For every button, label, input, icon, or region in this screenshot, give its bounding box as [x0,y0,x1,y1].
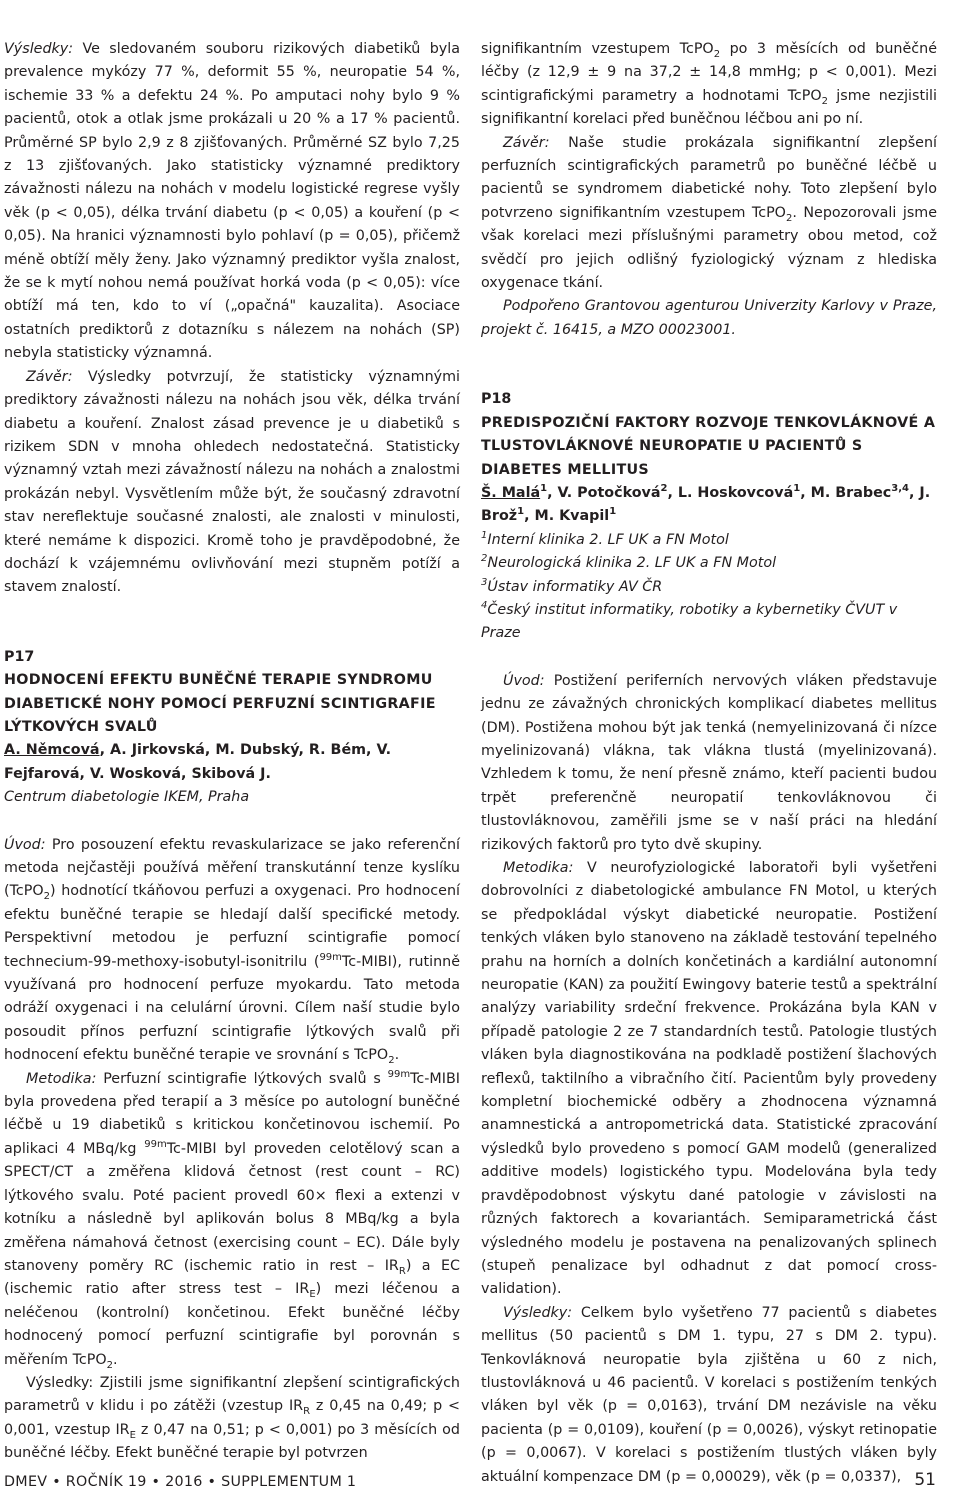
first-author: A. Němcová [4,742,100,759]
affiliation-4 [481,599,937,646]
journal-footer: DMEV • ROČNÍK 19 • 2016 • SUPPLEMENTUM 1 [4,1474,357,1490]
conclusion-paragraph-p17 [481,132,937,296]
superscript: 2 [481,553,488,565]
section-label: Výsledky: [26,1374,94,1391]
author-name: , M. Kvapil [524,508,610,525]
abstract-title-p18: PREDISPOZIČNÍ FAKTORY ROZVOJE TENKOVLÁKNOVÉ A TLUSTOVLÁKNOVÉ NEUROPATIE U PACIENTŮ S DIABETES MELLITUS [481,414,936,478]
superscript: 3,4 [891,483,909,495]
text-run: . [394,1047,400,1064]
text-run: Pro posouzení efektu revaskularizace se jako referenční metoda nejčastěji používá měření transkutánní tenze kyslíku (TcPO [4,836,460,900]
results-paragraph-p18 [481,1302,937,1489]
abstract-code-p17: P17 [4,648,35,665]
results-paragraph [4,38,460,366]
text-run: ) a EC (ischemic ratio after stress test – IR [4,1257,460,1298]
section-label: Úvod: [503,672,545,689]
text-run: Celkem bylo vyšetřeno 77 pacientů s diabetes mellitus (50 pacientů s DM 1. typu, 27 s DM 2. typu). Tenkovláknová neuropatie byla zjištěna u 60 z nich, tlustovláknová u 46 pacientů. V korelaci s postižením tenkých vláken byl věk (p = 0,0163), trvání DM nezávisle na věku pacienta (p = 0,0109), kouření (p = 0,0026), výskyt retinopatie (p = 0,0067). V korelaci s postižením tlustých vláken byly aktuální kompenzace DM (p = 0,00029), věk (p = 0,0337), [481,1304,937,1485]
text-run: Perfuzní scintigrafie lýtkových svalů s [96,1070,388,1087]
text-run: ) hodnotící tkáňovou perfuzi a oxygenaci. Pro hodnocení efektu buněčné terapie se hledají další specifické metody. Perspektivní metodou je perfuzní scintigrafie pomocí technecium-99-methoxy-isobutyl-isonitrilu ( [4,883,460,970]
paragraph-text: Výsledky potvrzují, že statisticky významnými prediktory závažnosti nálezu na nohách jsou věk, délka trvání diabetu a kouření. Znalost zásad prevence je u diabetiků s rizikem SDN v mnoha ohledech nedostatečná. Statisticky významný vztah mezi závažností nálezu na nohách a znalostmi prokázán nebyl. Vysvětlením může být, že současný zdravotní stav nereflektuje současné znalosti, ale znalosti v minulosti, které nemáme k dispozici. Kromě toho je pravděpodobné, že dochází k vzájemnému ovlivňování mezi stupněm potíží a stavem znalostí. [4,368,460,596]
section-label: Úvod: [4,836,46,853]
section-label: Výsledky: [503,1304,573,1321]
subscript: 2 [713,48,721,60]
author-name: , L. Hoskovcová [667,484,794,501]
text-run: z 0,45 na 0,49; p < 0,001, vzestup IR [4,1398,460,1438]
conclusion-paragraph [4,366,460,600]
subscript: R [303,1406,311,1418]
left-column [4,38,460,1466]
subscript: 2 [785,212,793,224]
paragraph-text: Ve sledovaném souboru rizikových diabetiků byla prevalence mykózy 77 %, deformit 55 %, neuropatie 54 %, ischemie 33 % a defektu 24 %. Po amputaci nohy bylo 9 % pacientů, otok a otlak jsme prokázali u 20 % a 17 % pacientů. Průměrné SP bylo 2,9 z 8 zjišťovaných. Průměrné SZ bylo 7,25 z 13 zjišťovaných. Jako statisticky významné prediktory závažnosti nálezu na nohách v modelu logistické regrese vyšly věk (p < 0,05), délka trvání diabetu (p < 0,05) a kouření (p < 0,05). Na hranici významnosti bylo pohlaví (p = 0,05), přičemž méně obtíží měly ženy. Jako významný prediktor vyšla znalost, že se k mytí nohou nemá používat horká voda (p < 0,05): více obtíží má ten, kdo to ví („opačná" kauzalita). Asociace ostatních prediktorů z dotazníku s nálezem na nohách (SP) nebyla statisticky významná. [4,41,460,362]
right-column [481,38,937,1489]
text-run: Postižení periferních nervových vláken představuje jednu ze závažných chronických komplikací diabetes mellitus (DM). Postižena mohou být jak tenká (nemyelinizovaná či nízce myelinizovaná) vlákna, tak vlákna tlustá (myelinizovaná). Vzhledem k tomu, že není přesně známo, kteří pacienti budou trpět preferenčně neuropatií tenkovláknovou či tlustovláknovou, zaměřili jsme se v naší práci na hledání rizikových faktorů pro tyto dvě skupiny. [481,672,937,853]
abstract-title-p17: HODNOCENÍ EFEKTU BUNĚČNÉ TERAPIE SYNDROMU DIABETICKÉ NOHY POMOCÍ PERFUZNÍ SCINTIGRAFIE LÝTKOVÝCH SVALŮ [4,672,436,735]
affiliation-text: Český institut informatiky, robotiky a kybernetiky ČVUT v Praze [481,601,898,642]
section-label: Závěr: [26,368,73,385]
author-name: , V. Potočková [547,484,661,501]
superscript: 4 [481,600,488,612]
results-paragraph-p17 [4,1372,460,1466]
affiliation-text: Interní klinika 2. LF UK a FN Motol [487,531,729,548]
subscript: R [398,1265,406,1277]
spacer [4,810,460,834]
methods-paragraph-p18 [481,857,937,1302]
intro-paragraph-p18 [481,670,937,857]
text-run: ) mezi léčenou a neléčenou (kontrolní) končetinou. Efekt buněčné léčby hodnocený pomocí perfuzní scintigrafie byl porovnán s měřením TcPO [4,1281,460,1368]
spacer [4,600,460,646]
subscript: 2 [821,95,829,107]
section-label: Metodika: [26,1070,97,1087]
affiliation-2 [481,552,937,575]
author-name: , M. Brabec [800,484,892,501]
page-number: 51 [914,1470,936,1490]
text-run: Naše studie prokázala signifikantní zlepšení perfuzních scintigrafických parametrů po buněčné léčbě u pacientů se syndromem diabetické nohy. Toto zlepšení bylo potvrzeno signifikantním vzestupem TcPO [481,134,937,221]
superscript: 1 [517,506,525,518]
subscript: E [309,1289,316,1301]
text-run: Tc-MIBI byla provedena před terapií a 3 měsíce po autologní buněčné léčbě u 19 diabetiků s kritickou končetinovou ischemií. Po aplikaci 4 MBq/kg [4,1070,460,1157]
author-name: , J. Brož [481,484,931,525]
affiliation-p17: Centrum diabetologie IKEM, Praha [4,789,250,806]
superscript: 3 [481,576,488,588]
grant-support: Podpořeno Grantovou agenturou Univerzity Karlovy v Praze, projekt č. 16415, a MZO 00023001. [481,298,937,338]
superscript: 99m [144,1139,167,1151]
text-run: Zjistili jsme signifikantní zlepšení scintigrafických parametrů v klidu i po zátěži (vzestup IR [4,1374,460,1415]
section-label: Výsledky: [4,41,74,57]
text-run: V neurofyziologické laboratoři byli vyšetřeni dobrovolníci z diabetologické ambulance FN Motol, u kterých se předpokládal výskyt diabetické neuropatie. Postižení tenkých vláken bylo stanoveno na základě testování tepelného prahu na horních a dolních končetinách a kardiální autonomní neuropatie (KAN) za použití Ewingovy baterie testů a spektrální analýzy variability srdeční frekvence. Prokázána byla KAN v případě patologie 2 ze 7 standardních testů. Patologie tlustých vláken byla diagnostikována na podkladě postižení šlachových reflexů, taktilního a vibračního čití. Pacientům byly provedeny kompletní biochemické odběry a zhodnocena významná anamnestická a antropometrická data. Statistické zpracování výsledků bylo provedeno s pomocí GAM modelů (generalized additive models) logistického typu. Modelována byla tedy pravděpodobnost výskytu dané patologie v závislosti na různých faktorech a kovariantách. Semiparametrická část výsledného modelu je postavena na penalizovaných splinech (stupeň penalizace byl odhadnut z dat pomocí cross-validation). [481,860,937,1298]
methods-paragraph-p17 [4,1068,460,1372]
spacer [481,646,937,670]
authors-p17 [4,739,460,786]
section-label: Metodika: [503,860,574,876]
superscript: 99m [319,951,342,963]
text-run: . [113,1351,118,1368]
other-authors: , A. Jirkovská, M. Dubský, R. Bém, V. Fejfarová, V. Wosková, Skibová J. [4,742,392,782]
first-author: Š. Malá [481,484,541,501]
text-run: Tc-MIBI), rutinně využívaná pro hodnocení perfuze myokardu. Tato metoda odráží oxygenaci i na celulární úrovni. Cílem naší studie bylo posoudit přínos perfuzní scintigrafie lýtkových svalů při hodnocení efektu buněčné terapie ve srovnání s TcPO [4,953,460,1064]
spacer [481,342,937,388]
section-label: Závěr: [503,134,550,151]
intro-paragraph-p17 [4,834,460,1068]
affiliation-text: Ústav informatiky AV ČR [487,578,663,595]
affiliation-text: Neurologická klinika 2. LF UK a FN Motol [487,555,777,572]
superscript: 1 [540,483,548,495]
text-run: signifikantním vzestupem TcPO [481,41,714,57]
superscript: 1 [609,506,617,518]
text-run: po 3 měsících od buněčné léčby (z 12,9 ± 9 na 37,2 ± 14,8 mmHg; p < 0,001). Mezi scintigrafickými parametry a hodnotami TcPO [481,41,937,104]
text-run: Tc-MIBI byl proveden celotělový scan a SPECT/CT a změřena klidová četnost (rest count – RC) lýtkového svalu. Poté pacient provedl 60× flexi a extenzi v kotníku a následně byl aplikován bolus 8 MBq/kg a byla změřena námahová četnost (exercising count – EC). Dále byly stanoveny poměry RC (ischemic ratio in rest – IR [4,1140,461,1274]
superscript: 1 [481,529,488,541]
text-run: . Nepozorovali jsme však korelaci mezi příslušnými parametry obou metod, což svědčí pro jejich odlišný fyziologický význam z hlediska oxygenace tkání. [481,204,937,292]
subscript: 2 [388,1055,395,1067]
text-run: jsme nezjistili signifikantní korelaci před buněčnou léčbou ani po ní. [481,87,937,128]
affiliation-1 [481,529,937,552]
superscript: 99m [387,1068,411,1080]
subscript: 2 [43,891,50,903]
abstract-code-p18: P18 [481,391,512,408]
superscript: 2 [660,483,668,495]
continued-results-p17 [481,38,937,132]
subscript: 2 [106,1359,114,1371]
subscript: E [129,1429,136,1441]
affiliation-3 [481,576,937,599]
authors-p18 [481,482,937,529]
superscript: 1 [793,483,801,495]
text-run: z 0,47 na 0,51; p < 0,001) po 3 měsících od buněčné léčby. Efekt buněčné terapie byl potvrzen [4,1421,460,1462]
